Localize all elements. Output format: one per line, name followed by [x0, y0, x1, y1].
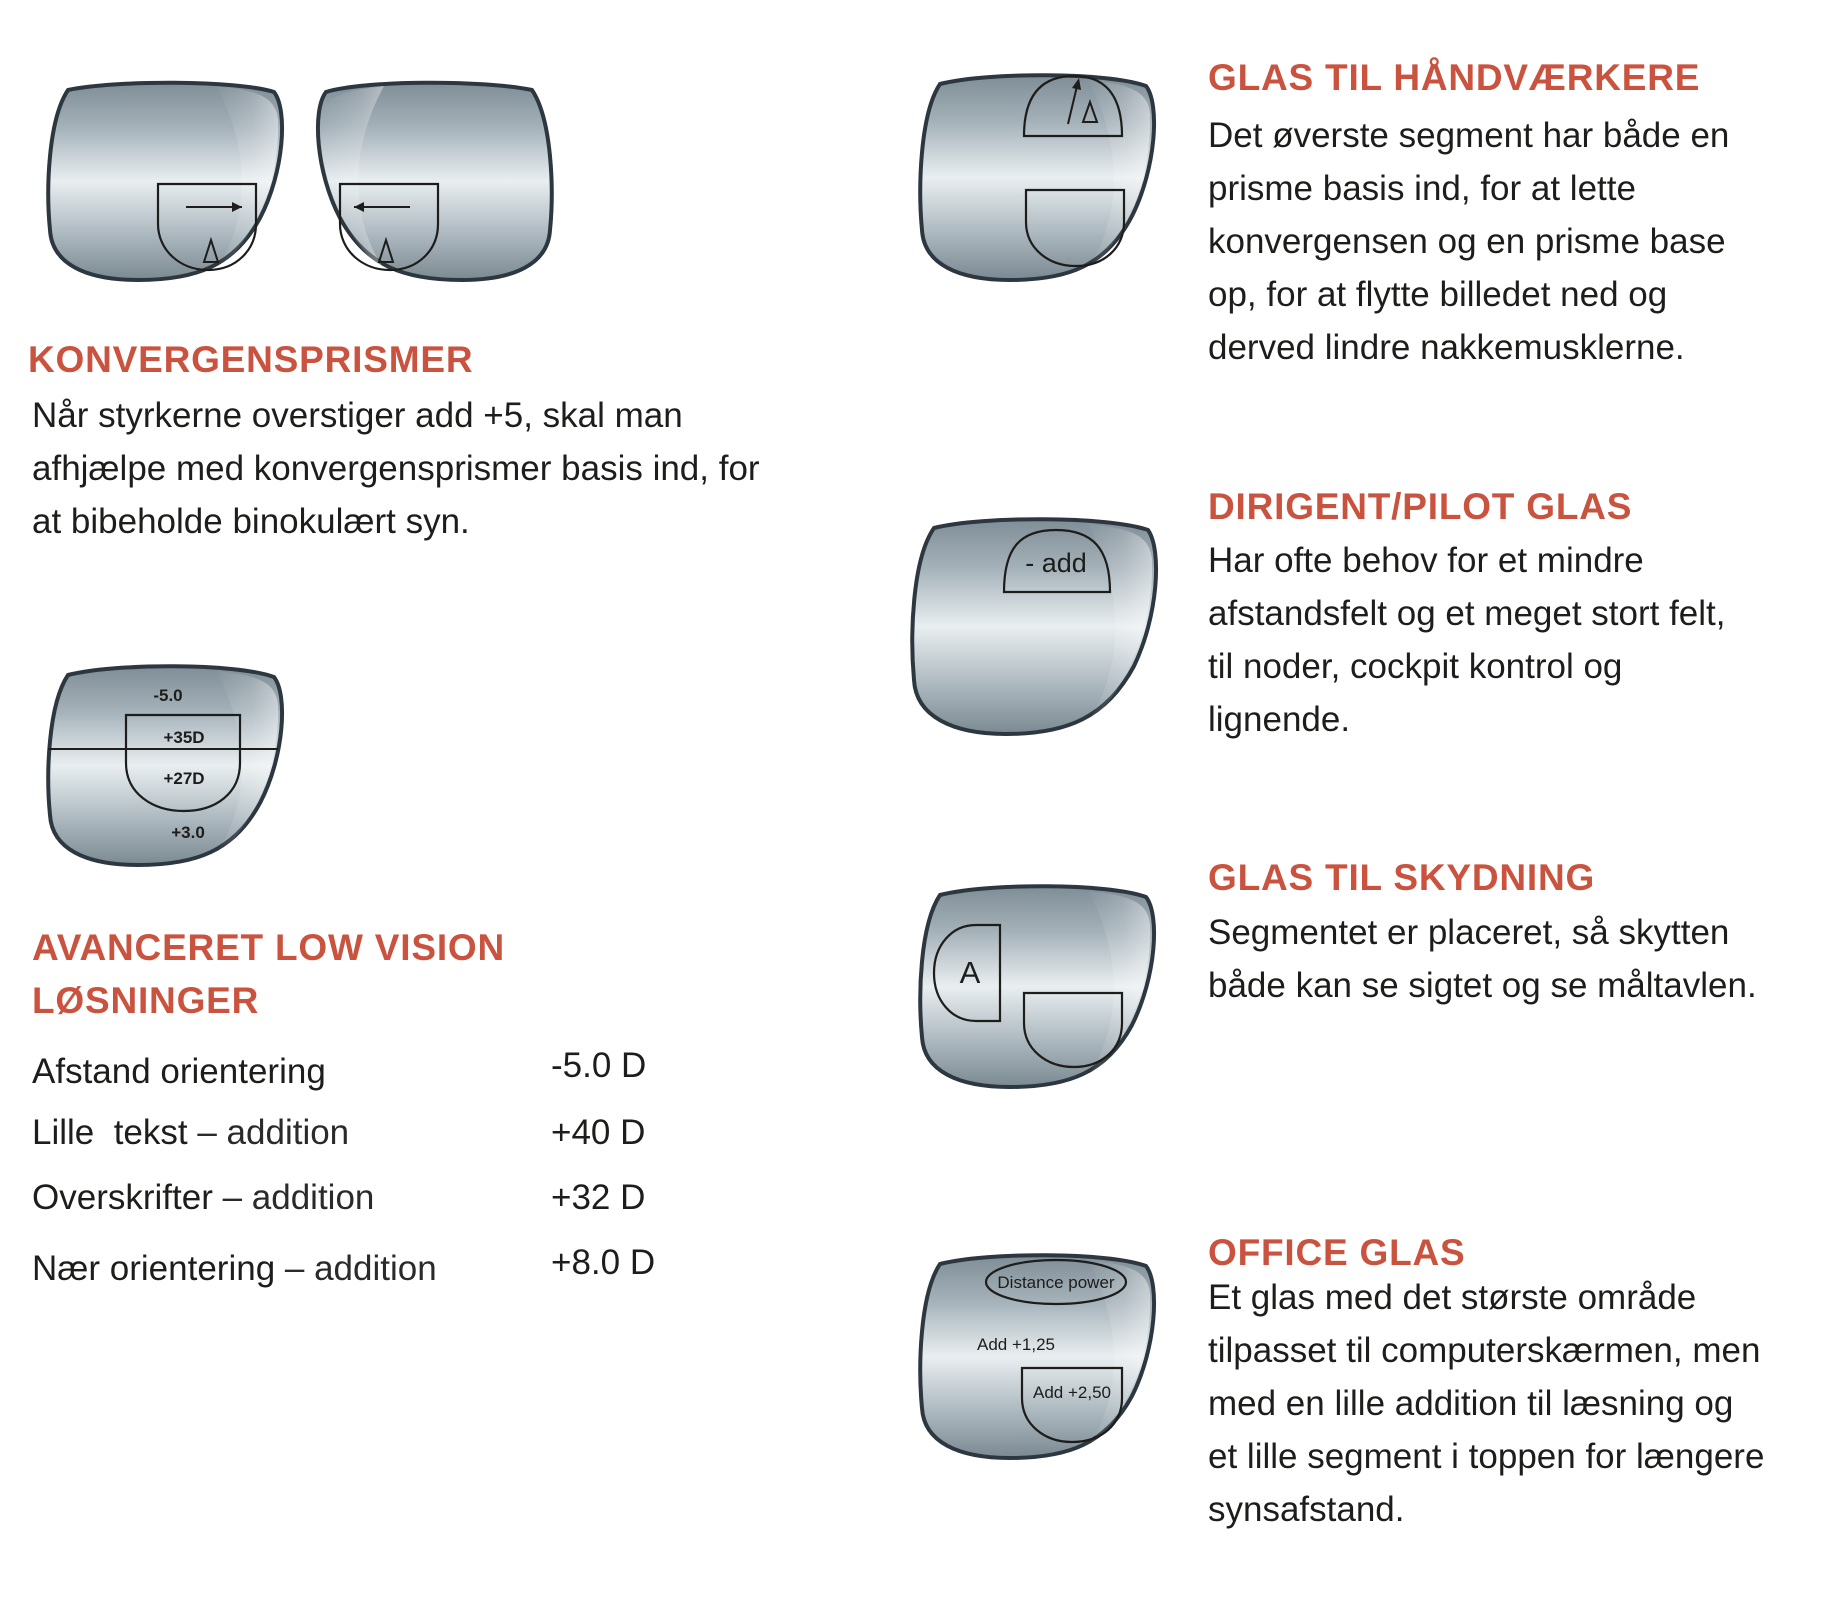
konvergens-line-2: afhjælpe med konvergensprismer basis ind, for	[32, 449, 760, 488]
convergence-lens-left	[46, 80, 286, 286]
low-vision-title-2: LØSNINGER	[32, 980, 260, 1021]
lv-row-value: -5.0 D	[551, 1046, 647, 1085]
office-title: OFFICE GLAS	[1208, 1232, 1466, 1273]
lv-lens-label-1: -5.0	[153, 686, 183, 705]
konvergens-line-3: at bibeholde binokulært syn.	[32, 502, 470, 541]
lv-row-label: Lille tekst – addition	[32, 1113, 350, 1152]
dirigent-line-4: lignende.	[1208, 700, 1351, 739]
office-line-5: synsafstand.	[1208, 1490, 1405, 1529]
lv-lens-label-2: +35D	[163, 728, 205, 747]
conductor-lens	[910, 516, 1160, 740]
office-lens-label-distance: Distance power	[997, 1273, 1115, 1292]
office-line-4: et lille segment i toppen for længere	[1208, 1437, 1765, 1476]
dirigent-line-2: afstandsfelt og et meget stort felt,	[1208, 594, 1726, 633]
low-vision-title-1: AVANCERET LOW VISION	[32, 927, 506, 968]
office-lens-label-add2: Add +2,50	[1033, 1383, 1111, 1402]
lv-lens-label-4: +3.0	[171, 823, 205, 842]
craftsman-lens	[918, 72, 1158, 286]
lv-lens-label-3: +27D	[163, 769, 205, 788]
haandvaerkere-title: GLAS TIL HÅNDVÆRKERE	[1208, 57, 1701, 98]
lv-row-label: Nær orientering – addition	[32, 1249, 437, 1288]
konvergens-line-1: Når styrkerne overstiger add +5, skal man	[32, 396, 683, 435]
office-line-2: tilpasset til computerskærmen, men	[1208, 1331, 1761, 1370]
lv-row-label: Afstand orientering	[32, 1052, 326, 1091]
office-line-1: Et glas med det største område	[1208, 1278, 1697, 1317]
dirigent-line-3: til noder, cockpit kontrol og	[1208, 647, 1623, 686]
skydning-line-2: både kan se sigtet og se måltavlen.	[1208, 966, 1757, 1005]
konvergens-title: KONVERGENSPRISMER	[28, 339, 474, 380]
convergence-lens-right	[314, 80, 554, 286]
office-lens-label-add1: Add +1,25	[977, 1335, 1055, 1354]
dirigent-title: DIRIGENT/PILOT GLAS	[1208, 486, 1633, 527]
haandvaerkere-line-4: op, for at flytte billedet ned og	[1208, 275, 1668, 314]
haandvaerkere-line-5: derved lindre nakkemusklerne.	[1208, 328, 1685, 367]
lv-row-label: Overskrifter – addition	[32, 1178, 375, 1217]
shooting-lens	[918, 883, 1158, 1093]
shooting-lens-label: A	[959, 955, 981, 990]
conductor-lens-label: - add	[1025, 548, 1087, 578]
dirigent-line-1: Har ofte behov for et mindre	[1208, 541, 1644, 580]
haandvaerkere-line-3: konvergensen og en prisme base	[1208, 222, 1726, 261]
office-line-3: med en lille addition til læsning og	[1208, 1384, 1734, 1423]
lv-row-value: +40 D	[551, 1113, 646, 1152]
office-lens	[918, 1252, 1158, 1464]
haandvaerkere-line-2: prisme basis ind, for at lette	[1208, 169, 1636, 208]
skydning-title: GLAS TIL SKYDNING	[1208, 857, 1596, 898]
lv-row-value: +32 D	[551, 1178, 646, 1217]
haandvaerkere-line-1: Det øverste segment har både en	[1208, 116, 1730, 155]
low-vision-lens	[46, 663, 286, 871]
lv-row-value: +8.0 D	[551, 1243, 656, 1282]
skydning-line-1: Segmentet er placeret, så skytten	[1208, 913, 1730, 952]
